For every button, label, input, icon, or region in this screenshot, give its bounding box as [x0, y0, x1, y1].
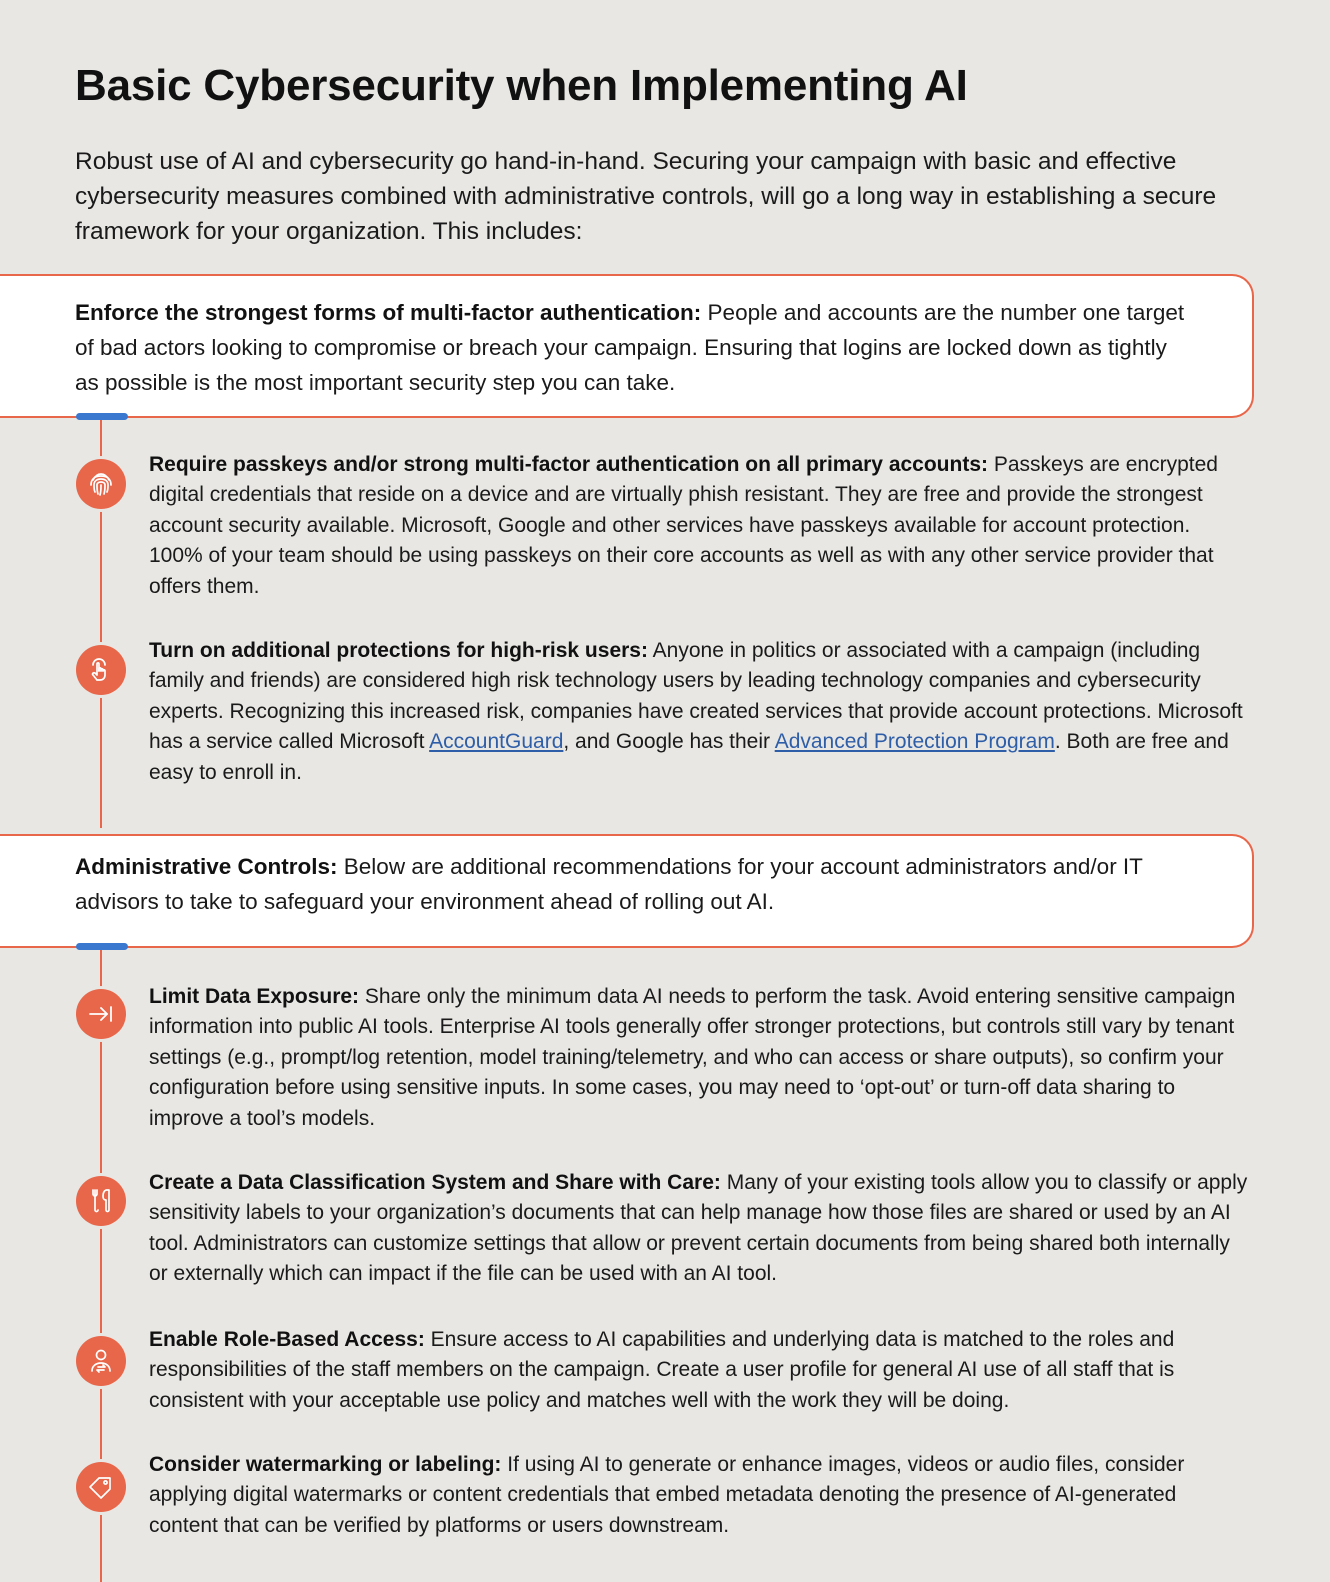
high-risk-heading: Turn on additional protections for high-risk users:	[149, 639, 648, 662]
watermarking-item	[149, 1450, 1249, 1541]
intro-paragraph: Robust use of AI and cybersecurity go hand-in-hand. Securing your campaign with basic and effective cybersecurity measures combined with administrative controls, will go a long way in establishing a secure framework for your organization. This includes:	[75, 148, 1217, 245]
admin-controls-heading: Administrative Controls:	[75, 854, 338, 879]
admin-controls-text	[75, 849, 1195, 919]
admin-controls-callout	[0, 834, 1254, 948]
accountguard-link[interactable]: AccountGuard	[429, 730, 564, 754]
admin-controls-body: Below are additional recommendations for your account administrators and/or IT advisors to take to safeguard your environment ahead of rolling out AI.	[75, 854, 1143, 914]
limit-data-body: Share only the minimum data AI needs to perform the task. Avoid entering sensitive campaign information into public AI tools. Enterprise AI tools generally offer stronger protections, but controls still vary by tenant settings (e.g., prompt/log retention, model training/telemetry, and who can access or share outputs), so confirm your configuration before using sensitive inputs. In some cases, you may need to ‘opt-out’ or turn-off data sharing to improve a tool’s models.	[149, 985, 1236, 1130]
watermarking-heading: Consider watermarking or labeling:	[149, 1453, 502, 1476]
passkeys-body: Passkeys are encrypted digital credentials that reside on a device and are virtually phish resistant. They are free and provide the strongest account security available. Microsoft, Google and other services have passkeys available for account protection. 100% of your team should be using passkeys on their core accounts as well as with any other service provider that offers them.	[149, 453, 1218, 598]
data-classification-heading: Create a Data Classification System and Share with Care:	[149, 1171, 721, 1194]
mfa-callout-tab	[76, 413, 128, 420]
touch-hand-icon	[76, 645, 126, 695]
limit-data-heading: Limit Data Exposure:	[149, 985, 360, 1008]
role-based-heading: Enable Role-Based Access:	[149, 1328, 425, 1351]
high-risk-body-2: , and Google has their	[563, 730, 775, 754]
advanced-protection-link[interactable]: Advanced Protection Program	[774, 730, 1055, 754]
mfa-callout-heading: Enforce the strongest forms of multi-factor authentication:	[75, 300, 702, 325]
limit-data-item	[149, 982, 1249, 1134]
role-based-item	[149, 1325, 1249, 1416]
role-based-body: Ensure access to AI capabilities and underlying data is matched to the roles and responsibilities of the staff members on the campaign. Create a user profile for general AI use of all staff that is consistent with your acceptable use policy and matches well with the work they will be doing.	[149, 1328, 1175, 1412]
high-risk-item	[149, 636, 1249, 788]
high-risk-body-1: Anyone in politics or associated with a campaign (including family and friends) are considered high risk technology users by leading technology companies and cybersecurity experts. Recognizing this increased risk, companies have created services that provide account protections. Microsoft has a service called Microsoft	[149, 639, 1243, 754]
arrow-to-line-icon	[76, 989, 126, 1039]
admin-controls-tab	[76, 943, 128, 950]
user-switch-icon	[76, 1336, 126, 1386]
data-classification-item	[149, 1168, 1249, 1290]
watermarking-body: If using AI to generate or enhance images, videos or audio files, consider applying digital watermarks or content credentials that embed metadata denoting the presence of AI-generated content that can be verified by platforms or users downstream.	[149, 1453, 1185, 1537]
tools-icon	[76, 1176, 126, 1226]
passkeys-item	[149, 450, 1249, 602]
high-risk-body-3: . Both are free and easy to enroll in.	[149, 730, 1229, 784]
mfa-callout-body: People and accounts are the number one target of bad actors looking to compromise or breach your campaign. Ensuring that logins are locked down as tightly as possible is the most important security step you can take.	[75, 300, 1185, 395]
page-title: Basic Cybersecurity when Implementing AI	[75, 61, 968, 110]
fingerprint-icon	[76, 459, 126, 509]
mfa-callout-text	[75, 295, 1195, 400]
tag-icon	[76, 1462, 126, 1512]
passkeys-heading: Require passkeys and/or strong multi-factor authentication on all primary accounts:	[149, 453, 989, 476]
data-classification-body: Many of your existing tools allow you to classify or apply sensitivity labels to your organization’s documents that can help manage how those files are shared or used by an AI tool. Administrators can customize settings that allow or prevent certain documents from being shared both internally or externally which can impact if the file can be used with an AI tool.	[149, 1171, 1248, 1286]
mfa-callout	[0, 274, 1254, 418]
